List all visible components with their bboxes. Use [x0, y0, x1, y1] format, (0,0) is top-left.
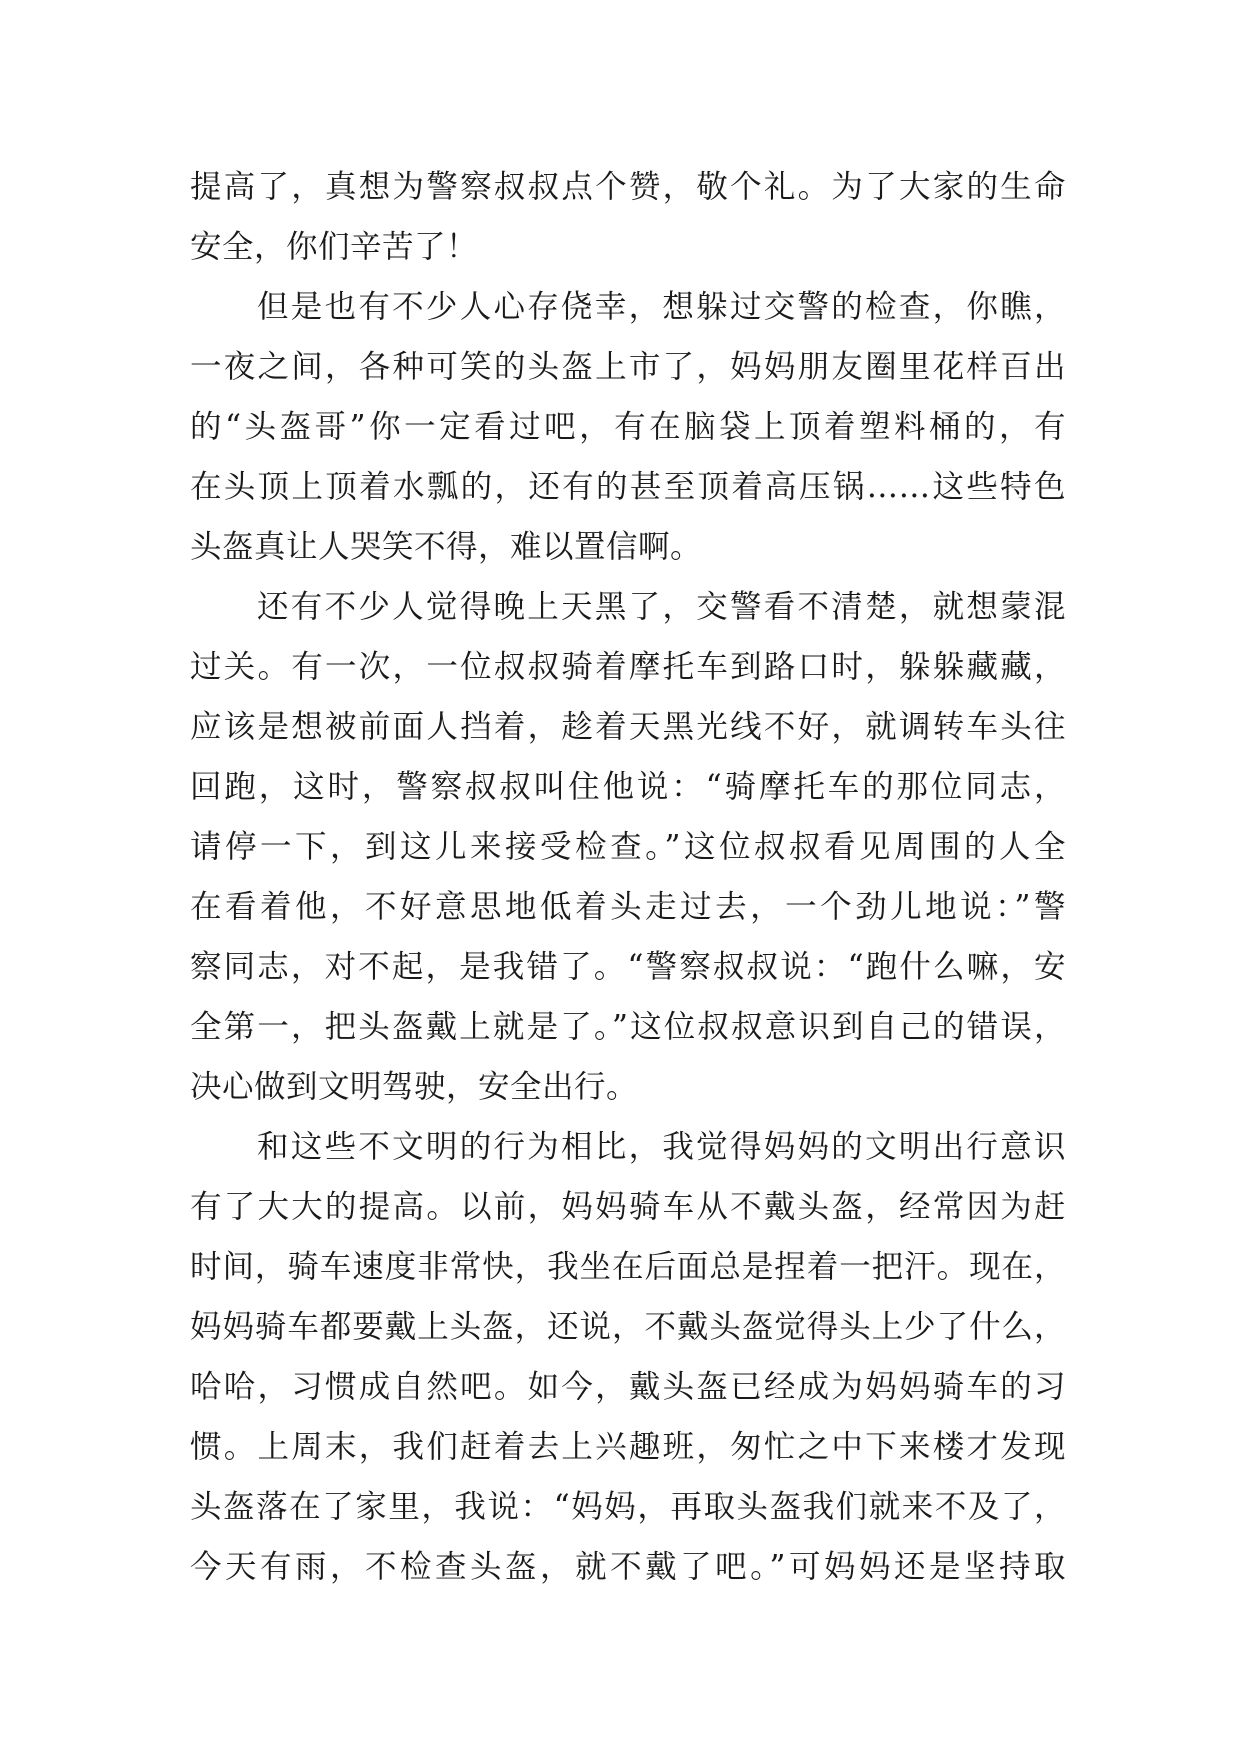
text-line: 时间，骑车速度非常快，我坐在后面总是捏着一把汗。现在，: [190, 1249, 1066, 1285]
paragraph-4: [190, 1117, 1066, 1597]
text-line: 一夜之间，各种可笑的头盔上市了，妈妈朋友圈里花样百出: [190, 349, 1066, 385]
paragraph-3: [190, 577, 1066, 1117]
paragraph-2: [190, 277, 1066, 577]
text-line: 和这些不文明的行为相比，我觉得妈妈的文明出行意识: [257, 1129, 1066, 1165]
text-line: 妈妈骑车都要戴上头盔，还说，不戴头盔觉得头上少了什么，: [190, 1309, 1066, 1345]
text-line: 回跑，这时，警察叔叔叫住他说：“骑摩托车的那位同志，: [190, 769, 1066, 805]
text-line: 还有不少人觉得晚上天黑了，交警看不清楚，就想蒙混: [257, 589, 1066, 625]
text-line: 哈哈，习惯成自然吧。如今，戴头盔已经成为妈妈骑车的习: [190, 1369, 1066, 1405]
text-line: 请停一下，到这儿来接受检查。”这位叔叔看见周围的人全: [190, 829, 1066, 865]
text-line: 提高了，真想为警察叔叔点个赞，敬个礼。为了大家的生命: [190, 169, 1066, 205]
text-line: 头盔落在了家里，我说：“妈妈，再取头盔我们就来不及了，: [190, 1489, 1066, 1525]
text-line: 安全，你们辛苦了！: [190, 229, 479, 265]
text-line: 头盔真让人哭笑不得，难以置信啊。: [190, 529, 703, 565]
text-line: 在看着他，不好意思地低着头走过去，一个劲儿地说：”警: [190, 889, 1066, 925]
text-line: 应该是想被前面人挡着，趁着天黑光线不好，就调转车头往: [190, 709, 1066, 745]
text-line: 察同志，对不起，是我错了。“警察叔叔说：“跑什么嘛，安: [190, 949, 1066, 985]
text-line: 惯。上周末，我们赶着去上兴趣班，匆忙之中下来楼才发现: [190, 1429, 1066, 1465]
text-line: 有了大大的提高。以前，妈妈骑车从不戴头盔，经常因为赶: [190, 1189, 1066, 1225]
paragraph-1: [190, 157, 1066, 277]
text-line: 决心做到文明驾驶，安全出行。: [190, 1069, 639, 1105]
document-page: [190, 157, 1066, 1597]
text-line: 过关。有一次，一位叔叔骑着摩托车到路口时，躲躲藏藏，: [190, 649, 1066, 685]
text-line: 的“头盔哥”你一定看过吧，有在脑袋上顶着塑料桶的，有: [190, 409, 1066, 445]
text-line: 在头顶上顶着水瓢的，还有的甚至顶着高压锅……这些特色: [190, 469, 1066, 505]
text-line: 今天有雨，不检查头盔，就不戴了吧。”可妈妈还是坚持取: [190, 1549, 1066, 1585]
text-line: 但是也有不少人心存侥幸，想躲过交警的检查，你瞧，: [257, 289, 1066, 325]
text-line: 全第一，把头盔戴上就是了。”这位叔叔意识到自己的错误，: [190, 1009, 1066, 1045]
